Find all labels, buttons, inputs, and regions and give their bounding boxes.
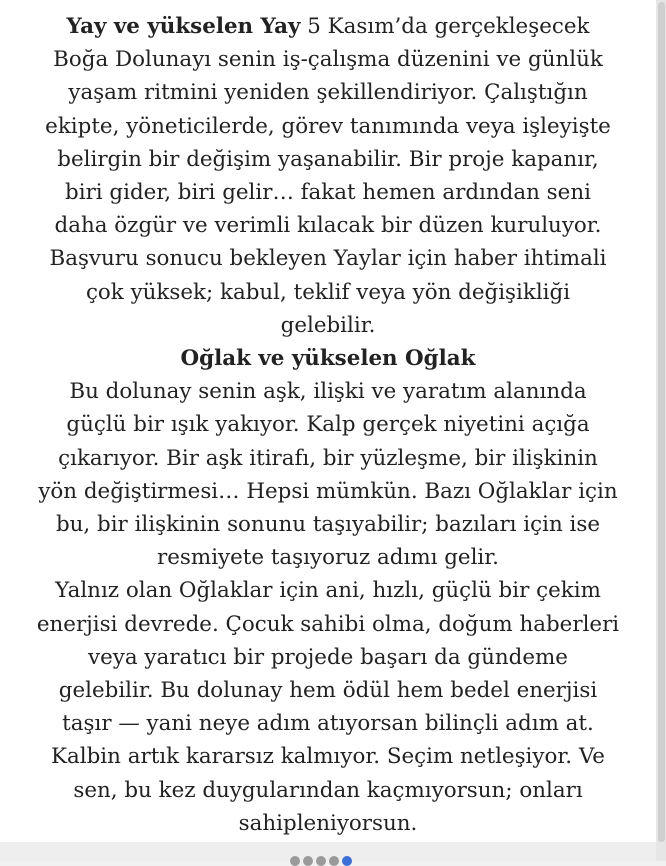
page-dot[interactable] (316, 856, 326, 866)
line-text: taşır — yani neye adım atıyorsan bilinçli adım at. (62, 711, 594, 737)
text-line (0, 242, 656, 275)
line-text: Yalnız olan Oğlaklar için ani, hızlı, güçlü bir çekim (55, 578, 601, 604)
line-text: veya yaratıcı bir projede başarı da gündeme (88, 644, 568, 670)
horoscope-text (0, 10, 656, 840)
line-text: enerjisi devrede. Çocuk sahibi olma, doğum haberleri (36, 611, 620, 637)
text-line (0, 707, 656, 740)
line-text: bu, bir ilişkinin sonunu taşıyabilir; bazıları için ise (55, 512, 601, 538)
text-line (0, 807, 656, 840)
line-text: ekipte, yöneticilerde, görev tanımında veya işleyişte (45, 113, 611, 139)
text-line (0, 442, 656, 475)
line-text: çıkarıyor. Bir aşk itirafı, bir yüzleşme, bir ilişkinin (58, 445, 598, 471)
line-text: yön değiştirmesi… Hepsi mümkün. Bazı Oğlaklar için (38, 478, 618, 504)
page-dot[interactable] (303, 856, 313, 866)
page-dot-active[interactable] (342, 856, 352, 866)
line-text: daha özgür ve verimli kılacak bir düzen kuruluyor. (54, 213, 602, 239)
text-line (0, 408, 656, 441)
text-line (0, 508, 656, 541)
text-line (0, 342, 656, 375)
line-text: Boğa Dolunayı senin iş-çalışma düzenini ve günlük (53, 47, 603, 73)
text-line (0, 574, 656, 607)
text-line (0, 10, 656, 43)
page-dot[interactable] (329, 856, 339, 866)
text-line (0, 475, 656, 508)
text-line (0, 76, 656, 109)
text-line (0, 309, 656, 342)
line-text: çok yüksek; kabul, teklif veya yön değişikliği (85, 279, 571, 305)
line-text: gelebilir. (280, 312, 376, 338)
text-line (0, 110, 656, 143)
line-text: biri gider, biri gelir… fakat hemen ardından seni (65, 180, 591, 206)
page-dot[interactable] (290, 856, 300, 866)
scrollbar[interactable] (656, 0, 666, 861)
line-text: 5 Kasım’da gerçekleşecek (300, 14, 590, 39)
line-text: Bu dolunay senin aşk, ilişki ve yaratım alanında (69, 379, 587, 405)
text-line (0, 740, 656, 773)
bold-heading: Yay ve yükselen Yay (66, 14, 301, 39)
bold-heading: Oğlak ve yükselen Oğlak (180, 346, 476, 372)
line-text: Kalbin artık kararsız kalmıyor. Seçim netleşiyor. Ve (51, 744, 605, 770)
line-text: resmiyete taşıyoruz adımı gelir. (157, 545, 499, 571)
line-text: yaşam ritmini yeniden şekillendiriyor. Çalıştığın (68, 80, 588, 106)
text-line (0, 541, 656, 574)
text-line (0, 674, 656, 707)
line-text: Başvuru sonucu bekleyen Yaylar için haber ihtimali (49, 246, 607, 272)
text-line (0, 375, 656, 408)
text-line (0, 276, 656, 309)
scrollbar-thumb[interactable] (658, 2, 665, 842)
text-line (0, 608, 656, 641)
line-text: gelebilir. Bu dolunay hem ödül hem bedel enerjisi (58, 678, 598, 704)
line-text: güçlü bir ışık yakıyor. Kalp gerçek niyetini açığa (66, 412, 590, 438)
text-line (0, 641, 656, 674)
page-indicator[interactable] (290, 856, 352, 861)
line-text: sen, bu kez duygularından kaçmıyorsun; onları (73, 777, 583, 803)
text-line (0, 143, 656, 176)
text-line (0, 209, 656, 242)
line-text: belirgin bir değişim yaşanabilir. Bir proje kapanır, (57, 146, 599, 172)
text-line (0, 43, 656, 76)
line-text: sahipleniyorsun. (238, 810, 418, 836)
text-line (0, 176, 656, 209)
text-line (0, 774, 656, 807)
